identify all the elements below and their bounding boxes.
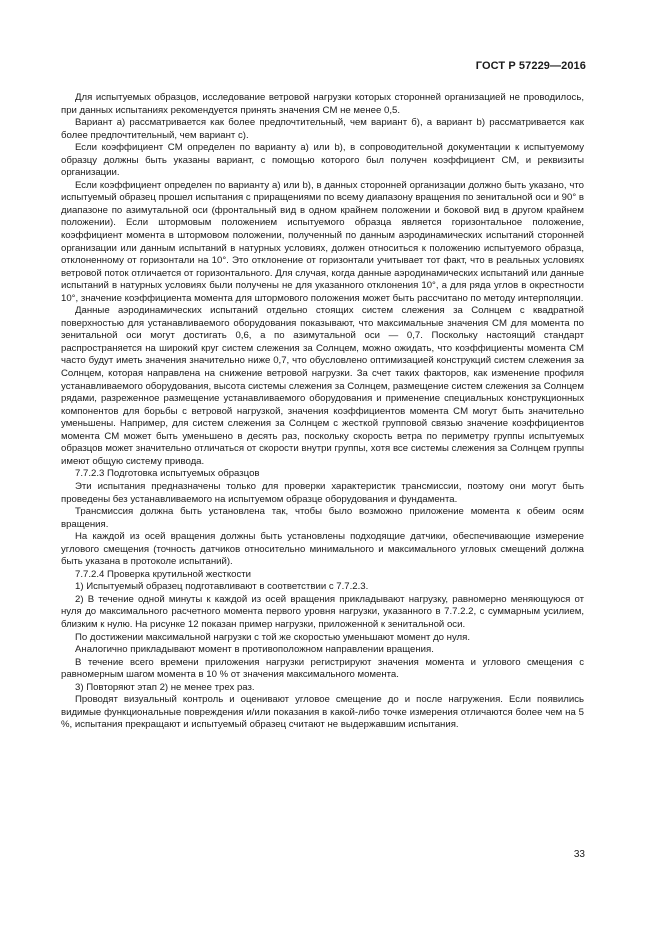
section-heading: 7.7.2.4 Проверка крутильной жесткости <box>75 568 252 580</box>
paragraph: Если коэффициент CМ определен по варианту а) или b), в сопроводительной документации к испытуемому образцу должны быть указаны вариант, с помощью которого был получен коэффициент CМ, и реквизиты организации. <box>61 142 584 179</box>
paragraph: Вариант а) рассматривается как более предпочтительный, чем вариант б), а вариант b) рассматривается как более предпочтительный, чем вариант с). <box>61 117 584 141</box>
step-item: 2) В течение одной минуты к каждой из осей вращения прикладывают нагрузку, равномерно меняющуюся от нуля до максимального расчетного момента первого уровня нагрузки, указанного в 7.7.2.2, с суммарным усилием, близким к нулю. На рисунке 12 показан пример нагрузки, приложенной к зенитальной оси. <box>61 593 584 630</box>
standard-header: ГОСТ Р 57229—2016 <box>475 60 586 72</box>
paragraph: На каждой из осей вращения должны быть установлены подходящие датчики, обеспечивающие измерение углового смещения (точность датчиков относительно минимального и максимального угловых смещений должна быть указана в протоколе испытаний). <box>61 531 584 568</box>
step-item: 1) Испытуемый образец подготавливают в соответствии с 7.7.2.3. <box>75 581 369 593</box>
paragraph: Для испытуемых образцов, исследование ветровой нагрузки которых сторонней организацией не проводилось, при данных испытаниях рекомендуется принять значения CМ не менее 0,5. <box>61 92 584 116</box>
page-number: 33 <box>573 849 585 860</box>
paragraph: Эти испытания предназначены только для проверки характеристик трансмиссии, поэтому они могут быть проведены без устанавливаемого на испытуемом образце оборудования и фундамента. <box>61 480 584 505</box>
step-item: 3) Повторяют этап 2) не менее трех раз. <box>75 681 255 693</box>
page-body <box>61 92 584 732</box>
paragraph: Данные аэродинамических испытаний отдельно стоящих систем слежения за Солнцем с квадратной поверхностью для устанавливаемого оборудования показывают, что максимальные значения CМ для момента по зенитальной оси могут достигать 0,6, а по азимутальной оси — 0,7. Поскольку настоящий стандарт распространяется на широкий круг систем слежения за Солнцем, можно ожидать, что коэффициенты момента CМ часто будут иметь значения значительно ниже 0,7, что обусловлено оптимизацией конструкций систем слежения за Солнцем, которая направлена на снижение ветровой нагрузки. За счет таких факторов, как изменение профиля устанавливаемого оборудования, высота системы слежения за Солнцем, размещение систем слежения за Солнцем рядами, разреженное размещение устанавливаемого оборудования и применение специальных конструкционных компонентов для борьбы с ветровой нагрузкой, значения коэффициентов момента CМ могут быть значительно уменьшены. Например, для систем слежения за Солнцем с жесткой групповой связью значение коэффициентов момента CМ может быть уменьшено в десять раз, поскольку скорость ветра по периметру группы испытуемых образцов может значительно отличаться от скорости внутри группы, хотя все системы слежения за Солнцем группы имеют общую систему привода. <box>61 305 584 467</box>
section-heading: 7.7.2.3 Подготовка испытуемых образцов <box>75 468 260 480</box>
paragraph: В течение всего времени приложения нагрузки регистрируют значения момента и углового смещения с равномерным шагом момента в 10 % от значения максимального момента. <box>61 656 584 681</box>
paragraph: Проводят визуальный контроль и оценивают угловое смещение до и после нагружения. Если появились видимые функциональные повреждения и/или показания в какой-либо точке измерения отличаются более чем на 5 %, испытания прекращают и испытуемый образец считают не выдержавшим испытания. <box>61 694 584 731</box>
paragraph: Трансмиссия должна быть установлена так, чтобы было возможно приложение момента к обеим осям вращения. <box>61 506 584 530</box>
paragraph: Аналогично прикладывают момент в противоположном направлении вращения. <box>75 644 434 656</box>
paragraph: По достижении максимальной нагрузки с той же скоростью уменьшают момент до нуля. <box>75 631 471 643</box>
paragraph: Если коэффициент определен по варианту а) или b), в данных сторонней организации должно быть указано, что испытуемый образец прошел испытания с приращениями по всему диапазону вращения по зенитальной оси и 90° в диапазоне по азимутальной оси (фронтальный вид в одном крайнем положении и боковой вид в другом крайнем положении). Если штормовым положением испытуемого образца является горизонтальное положение, коэффициент момента в штормовом положении, полученный по данным аэродинамических испытаний сторонней организации или данным испытаний в натурных условиях, должен относиться к положению испытуемого образца, отклоненному от горизонтали на 10°. Это отклонение от горизонтали учитывает тот факт, что в реальных условиях ветровой поток отличается от горизонтального. Для случая, когда данные аэродинамических испытаний или данные испытаний в натурных условиях были получены не для указанного отклонения 10°, а для ряда углов в окрестности 10°, значение коэффициента момента для штормового положения может быть рассчитано по методу интерполяции. <box>61 179 584 304</box>
